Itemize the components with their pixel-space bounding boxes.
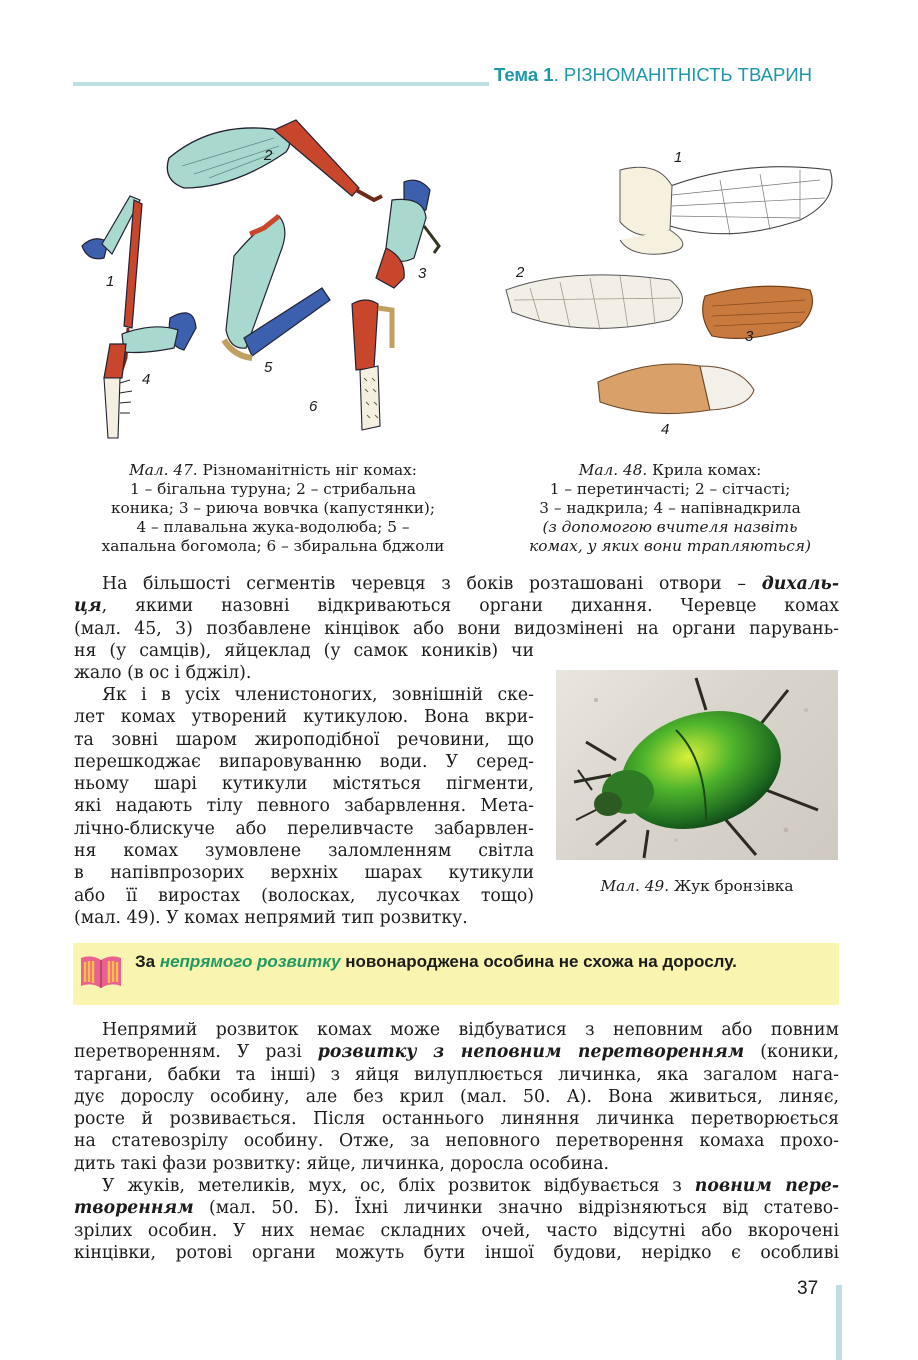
p4-line3: зрілих особин. У них немає складних очей, часто відсутні або вкорочені <box>74 1220 839 1241</box>
p2-line3: та зовні шаром жироподібної речовини, що <box>74 729 534 750</box>
p3-line4: дує дорослу особину, але без крил (мал. 50. А). Вона живиться, линяє, <box>74 1086 839 1107</box>
caption-48-ref: Мал. 48. <box>578 461 648 479</box>
fig47-label-5: 5 <box>264 359 273 376</box>
p4-line1a: У жуків, метеликів, мух, ос, бліх розвиток відбувається з <box>102 1176 695 1196</box>
caption-49-text: Жук бронзівка <box>669 877 794 895</box>
p3-line2c: (коники, <box>744 1042 840 1063</box>
p2-line5: ньому шарі кутикули містяться пігменти, <box>74 774 534 795</box>
caption-47-line1: Різноманітність ніг комах: <box>197 461 417 479</box>
p3-line1: Непрямий розвиток комах може відбуватися з неповним або повним <box>102 1020 839 1040</box>
p3-line3: таргани, бабки та інші) з яйця вилуплюється личинка, яка загалом нага- <box>74 1064 839 1085</box>
header-rule <box>73 82 489 86</box>
leg-4-femur <box>122 327 178 353</box>
caption-47-line4: 4 – плавальна жука-водолюба; 5 – <box>136 518 410 536</box>
p1-line3: (мал. 45, 3) позбавлене кінцівок або вони видозмінені на органи парувань- <box>74 618 839 639</box>
p3-line7: дить такі фази розвитку: яйце, личинка, доросла особина. <box>74 1153 610 1174</box>
p2-line6: які надають тілу певного забарвлення. Мета- <box>74 796 534 817</box>
fig47-label-3: 3 <box>418 265 427 282</box>
p4-line4: кінцівки, ротові органи можуть бути іншої будови, нерідко є особливі <box>74 1242 839 1263</box>
caption-48-line4: (з допомогою вчителя назвіть <box>542 518 798 536</box>
fig47-label-4: 4 <box>142 371 151 388</box>
fig48-label-3: 3 <box>745 328 754 345</box>
fig48-label-4: 4 <box>661 421 670 438</box>
p1-line1: На більшості сегментів черевця з боків розташовані отвори – <box>102 574 762 594</box>
paragraph-complete-metamorphosis <box>74 1175 839 1264</box>
p1-line5: жало (в ос і бджіл). <box>74 663 252 684</box>
p2-line9: в напівпрозорих верхніх шарах кутикули <box>74 863 534 884</box>
fig48-label-1: 1 <box>674 149 683 166</box>
note-part-a: За <box>135 952 160 971</box>
page-number: 37 <box>797 1278 819 1299</box>
term-complete-metamorphosis: повним пере- <box>694 1176 840 1196</box>
fig47-label-6: 6 <box>309 398 318 415</box>
caption-47-line5: хапальна богомола; 6 – збиральна бджоли <box>101 537 445 555</box>
figure-47-caption <box>74 461 472 556</box>
p2-line2: лет комах утворений кутикулою. Вона вкри- <box>74 707 534 728</box>
p1-line2: , якими назовні відкриваються органи дихання. Черевце комах <box>101 596 839 617</box>
p4-line2b: (мал. 50. Б). Їхні личинки значно відрізняються від статево- <box>193 1198 839 1219</box>
p1-line4: ня (у самців), яйцеклад (у самок коників) чи <box>74 641 534 661</box>
beetle-photo-image <box>556 670 838 860</box>
wing-1-thorax <box>620 167 672 235</box>
p3-line2a: перетворенням. У разі <box>74 1042 318 1063</box>
note-part-c: новонароджена особина не схожа на дорослу. <box>340 952 737 971</box>
leg-2-tibia <box>274 120 359 196</box>
term-spiracles: дихаль- <box>761 574 839 594</box>
paragraph-cuticle <box>74 684 534 929</box>
p3-line6: на статевозрілу особину. Отже, за неповного перетворення комаха прохо- <box>74 1131 839 1152</box>
leg-4-tibia <box>104 344 126 378</box>
book-icon <box>79 952 123 992</box>
term-incomplete-metamorphosis: розвитку з неповним перетворенням <box>317 1042 745 1063</box>
figure-47-insect-legs <box>74 108 474 448</box>
note-term-indirect-development: непрямого розвитку <box>159 952 341 971</box>
topic-label: Тема 1 <box>494 64 554 85</box>
wing-4-hemelytron <box>598 364 710 414</box>
p2-line1: Як і в усіх членистоногих, зовнішній ске- <box>102 685 534 705</box>
fig47-label-1: 1 <box>106 273 115 290</box>
paragraph-spiracles-cont <box>74 640 534 685</box>
caption-48-line5: комах, у яких вони трапляються) <box>529 537 811 555</box>
figure-48-caption <box>500 461 840 556</box>
leg-4-tarsus <box>104 378 120 438</box>
caption-47-line3: коника; 3 – риюча вовчка (капустянки); <box>110 499 436 517</box>
leg-6-tibia <box>360 366 380 430</box>
p2-line4: перешкоджає випаровуванню води. У серед- <box>74 751 534 772</box>
wing-4-membrane <box>700 366 754 410</box>
p2-line8: ня комах зумовлене заломленням світла <box>74 841 534 862</box>
caption-48-line2: 1 – перетинчасті; 2 – сітчасті; <box>549 480 791 498</box>
figure-49-caption <box>556 877 838 896</box>
caption-49-ref: Мал. 49. <box>600 877 670 895</box>
term-complete-metamorphosis-end: творенням <box>74 1198 194 1219</box>
fig47-label-2: 2 <box>264 147 273 164</box>
leg-6-femur <box>352 300 378 370</box>
p2-line11: (мал. 49). У комах непрямий тип розвитку. <box>74 907 468 928</box>
wing-1-membranous <box>660 167 832 234</box>
caption-47-ref: Мал. 47. <box>129 461 198 479</box>
fig48-label-2: 2 <box>516 264 525 281</box>
topic-title: . РІЗНОМАНІТНІСТЬ ТВАРИН <box>553 64 813 85</box>
caption-47-line2: 1 – бігальна туруна; 2 – стрибальна <box>130 480 416 498</box>
header-topic <box>494 64 812 86</box>
caption-48-line3: 3 – надкрила; 4 – напівнадкрила <box>539 499 801 517</box>
page-edge-bar <box>836 1285 842 1360</box>
figure-49-beetle-photo <box>556 670 838 860</box>
p3-line5: росте й розвивається. Після останнього линяння личинка перетворюється <box>74 1109 839 1130</box>
caption-48-line1: Крила комах: <box>647 461 762 479</box>
p2-line10: або її виростах (волосках, лусочках тощо) <box>74 885 534 906</box>
paragraph-spiracles <box>74 573 839 640</box>
p2-line7: лічно-блискуче або переливчасте забарвлен- <box>74 818 534 839</box>
paragraph-incomplete-metamorphosis <box>74 1019 839 1175</box>
figure-48-insect-wings <box>500 140 845 450</box>
definition-text <box>135 951 829 973</box>
term-spiracles-end: ця <box>74 596 102 617</box>
